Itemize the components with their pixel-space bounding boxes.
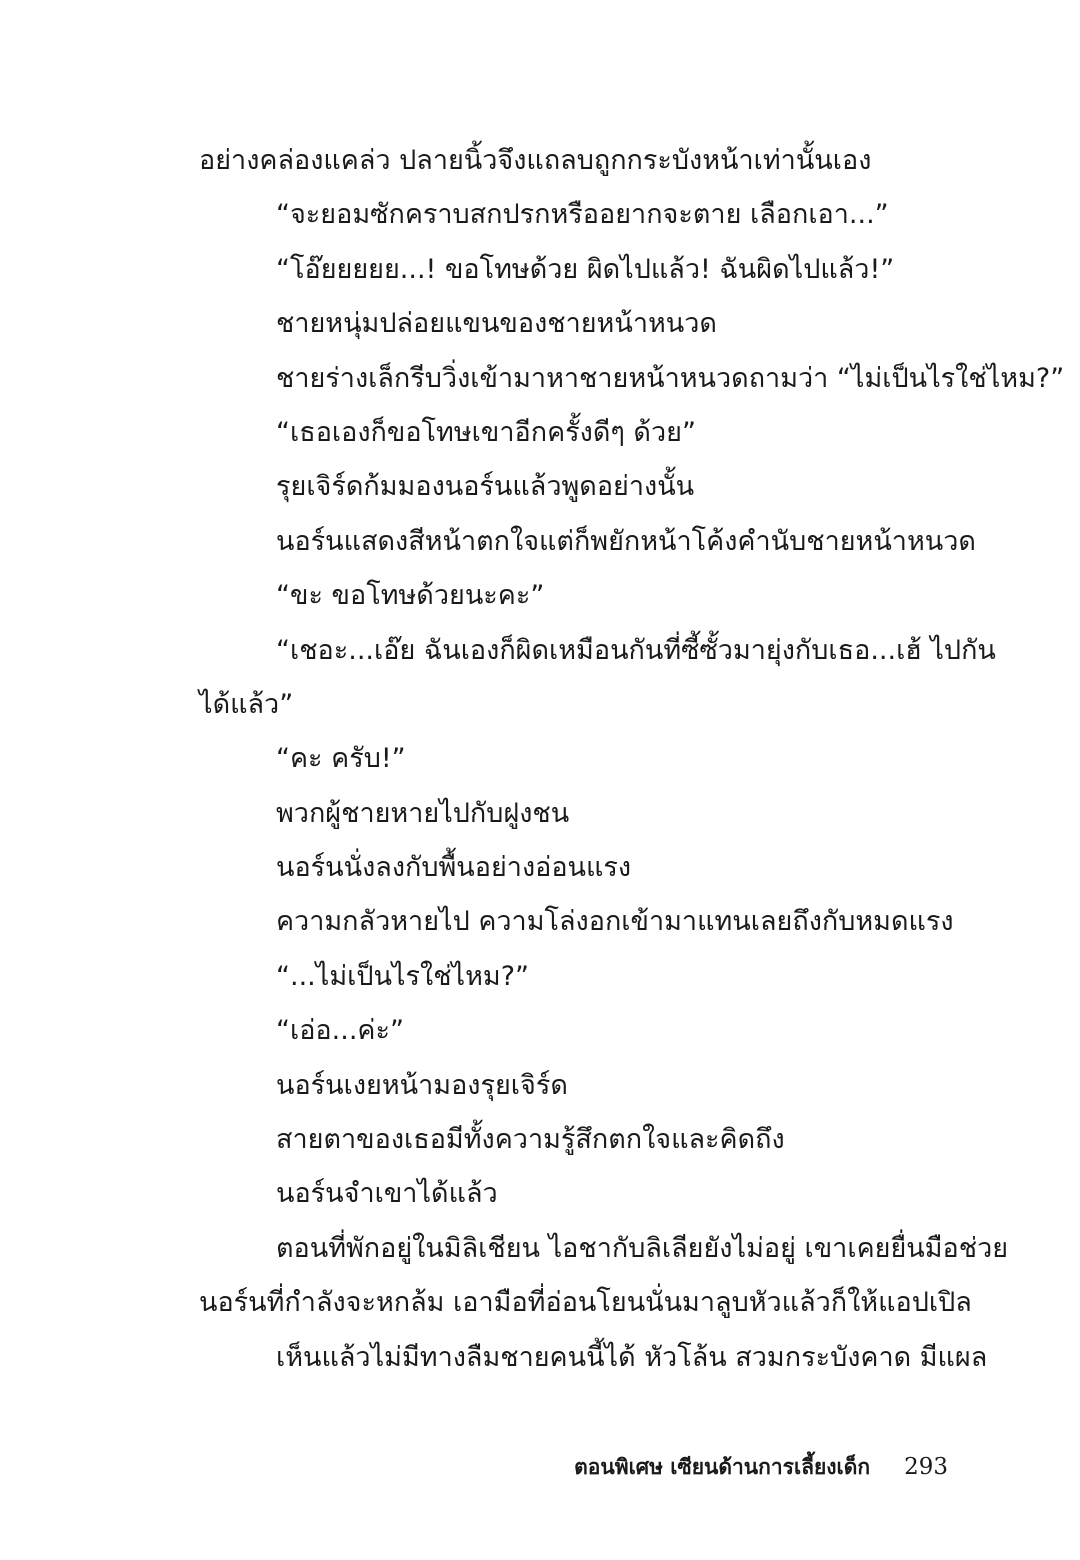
- text-line: ชายร่างเล็กรีบวิ่งเข้ามาหาชายหน้าหนวดถามว่า “ไม่เป็นไรใช่ไหม?”: [276, 362, 1065, 394]
- running-title: ตอนพิเศษ เซียนด้านการเลี้ยงเด็ก: [574, 1455, 871, 1479]
- text-line: ได้แล้ว”: [199, 688, 294, 720]
- text-line: “เชอะ...เอ๊ย ฉันเองก็ผิดเหมือนกันที่ซี้ซั้วมายุ่งกับเธอ...เฮ้ ไปกัน: [276, 634, 996, 666]
- text-line: รุยเจิร์ดก้มมองนอร์นแล้วพูดอย่างนั้น: [276, 471, 695, 503]
- text-line: นอร์นนั่งลงกับพื้นอย่างอ่อนแรง: [276, 852, 632, 884]
- text-line: “จะยอมซักคราบสกปรกหรืออยากจะตาย เลือกเอา...”: [276, 199, 889, 231]
- text-line: ตอนที่พักอยู่ในมิลิเชียน ไอชากับลิเลียยังไม่อยู่ เขาเคยยื่นมือช่วย: [276, 1232, 1009, 1264]
- text-line: ชายหนุ่มปล่อยแขนของชายหน้าหนวด: [276, 308, 717, 340]
- page-footer: [0, 1447, 948, 1487]
- text-line: “...ไม่เป็นไรใช่ไหม?”: [276, 960, 530, 992]
- text-line: สายตาของเธอมีทั้งความรู้สึกตกใจและคิดถึง: [276, 1124, 785, 1156]
- text-line: นอร์นแสดงสีหน้าตกใจแต่ก็พยักหน้าโค้งคำนับชายหน้าหนวด: [276, 525, 976, 557]
- text-line: นอร์นที่กำลังจะหกล้ม เอามือที่อ่อนโยนนั่นมาลูบหัวแล้วก็ให้แอปเปิล: [199, 1287, 972, 1319]
- text-line: นอร์นจำเขาได้แล้ว: [276, 1178, 498, 1210]
- text-line: “ขะ ขอโทษด้วยนะคะ”: [276, 580, 545, 612]
- text-line: พวกผู้ชายหายไปกับฝูงชน: [276, 797, 570, 829]
- text-line: “เธอเองก็ขอโทษเขาอีกครั้งดีๆ ด้วย”: [276, 416, 696, 448]
- text-line: “คะ ครับ!”: [276, 743, 406, 775]
- text-line: “เอ่อ...ค่ะ”: [276, 1015, 404, 1047]
- text-line: นอร์นเงยหน้ามองรุยเจิร์ด: [276, 1069, 568, 1101]
- text-line: ความกลัวหายไป ความโล่งอกเข้ามาแทนเลยถึงกับหมดแรง: [276, 906, 954, 938]
- body-text: [199, 134, 1065, 1385]
- text-line: เห็นแล้วไม่มีทางลืมชายคนนี้ได้ หัวโล้น สวมกระบังคาด มีแผล: [276, 1341, 988, 1373]
- text-line: “โอ๊ยยยยย...! ขอโทษด้วย ผิดไปแล้ว! ฉันผิดไปแล้ว!”: [276, 253, 895, 285]
- page-number: 293: [904, 1454, 948, 1480]
- text-line: อย่างคล่องแคล่ว ปลายนิ้วจึงแถลบถูกกระบังหน้าเท่านั้นเอง: [199, 145, 872, 176]
